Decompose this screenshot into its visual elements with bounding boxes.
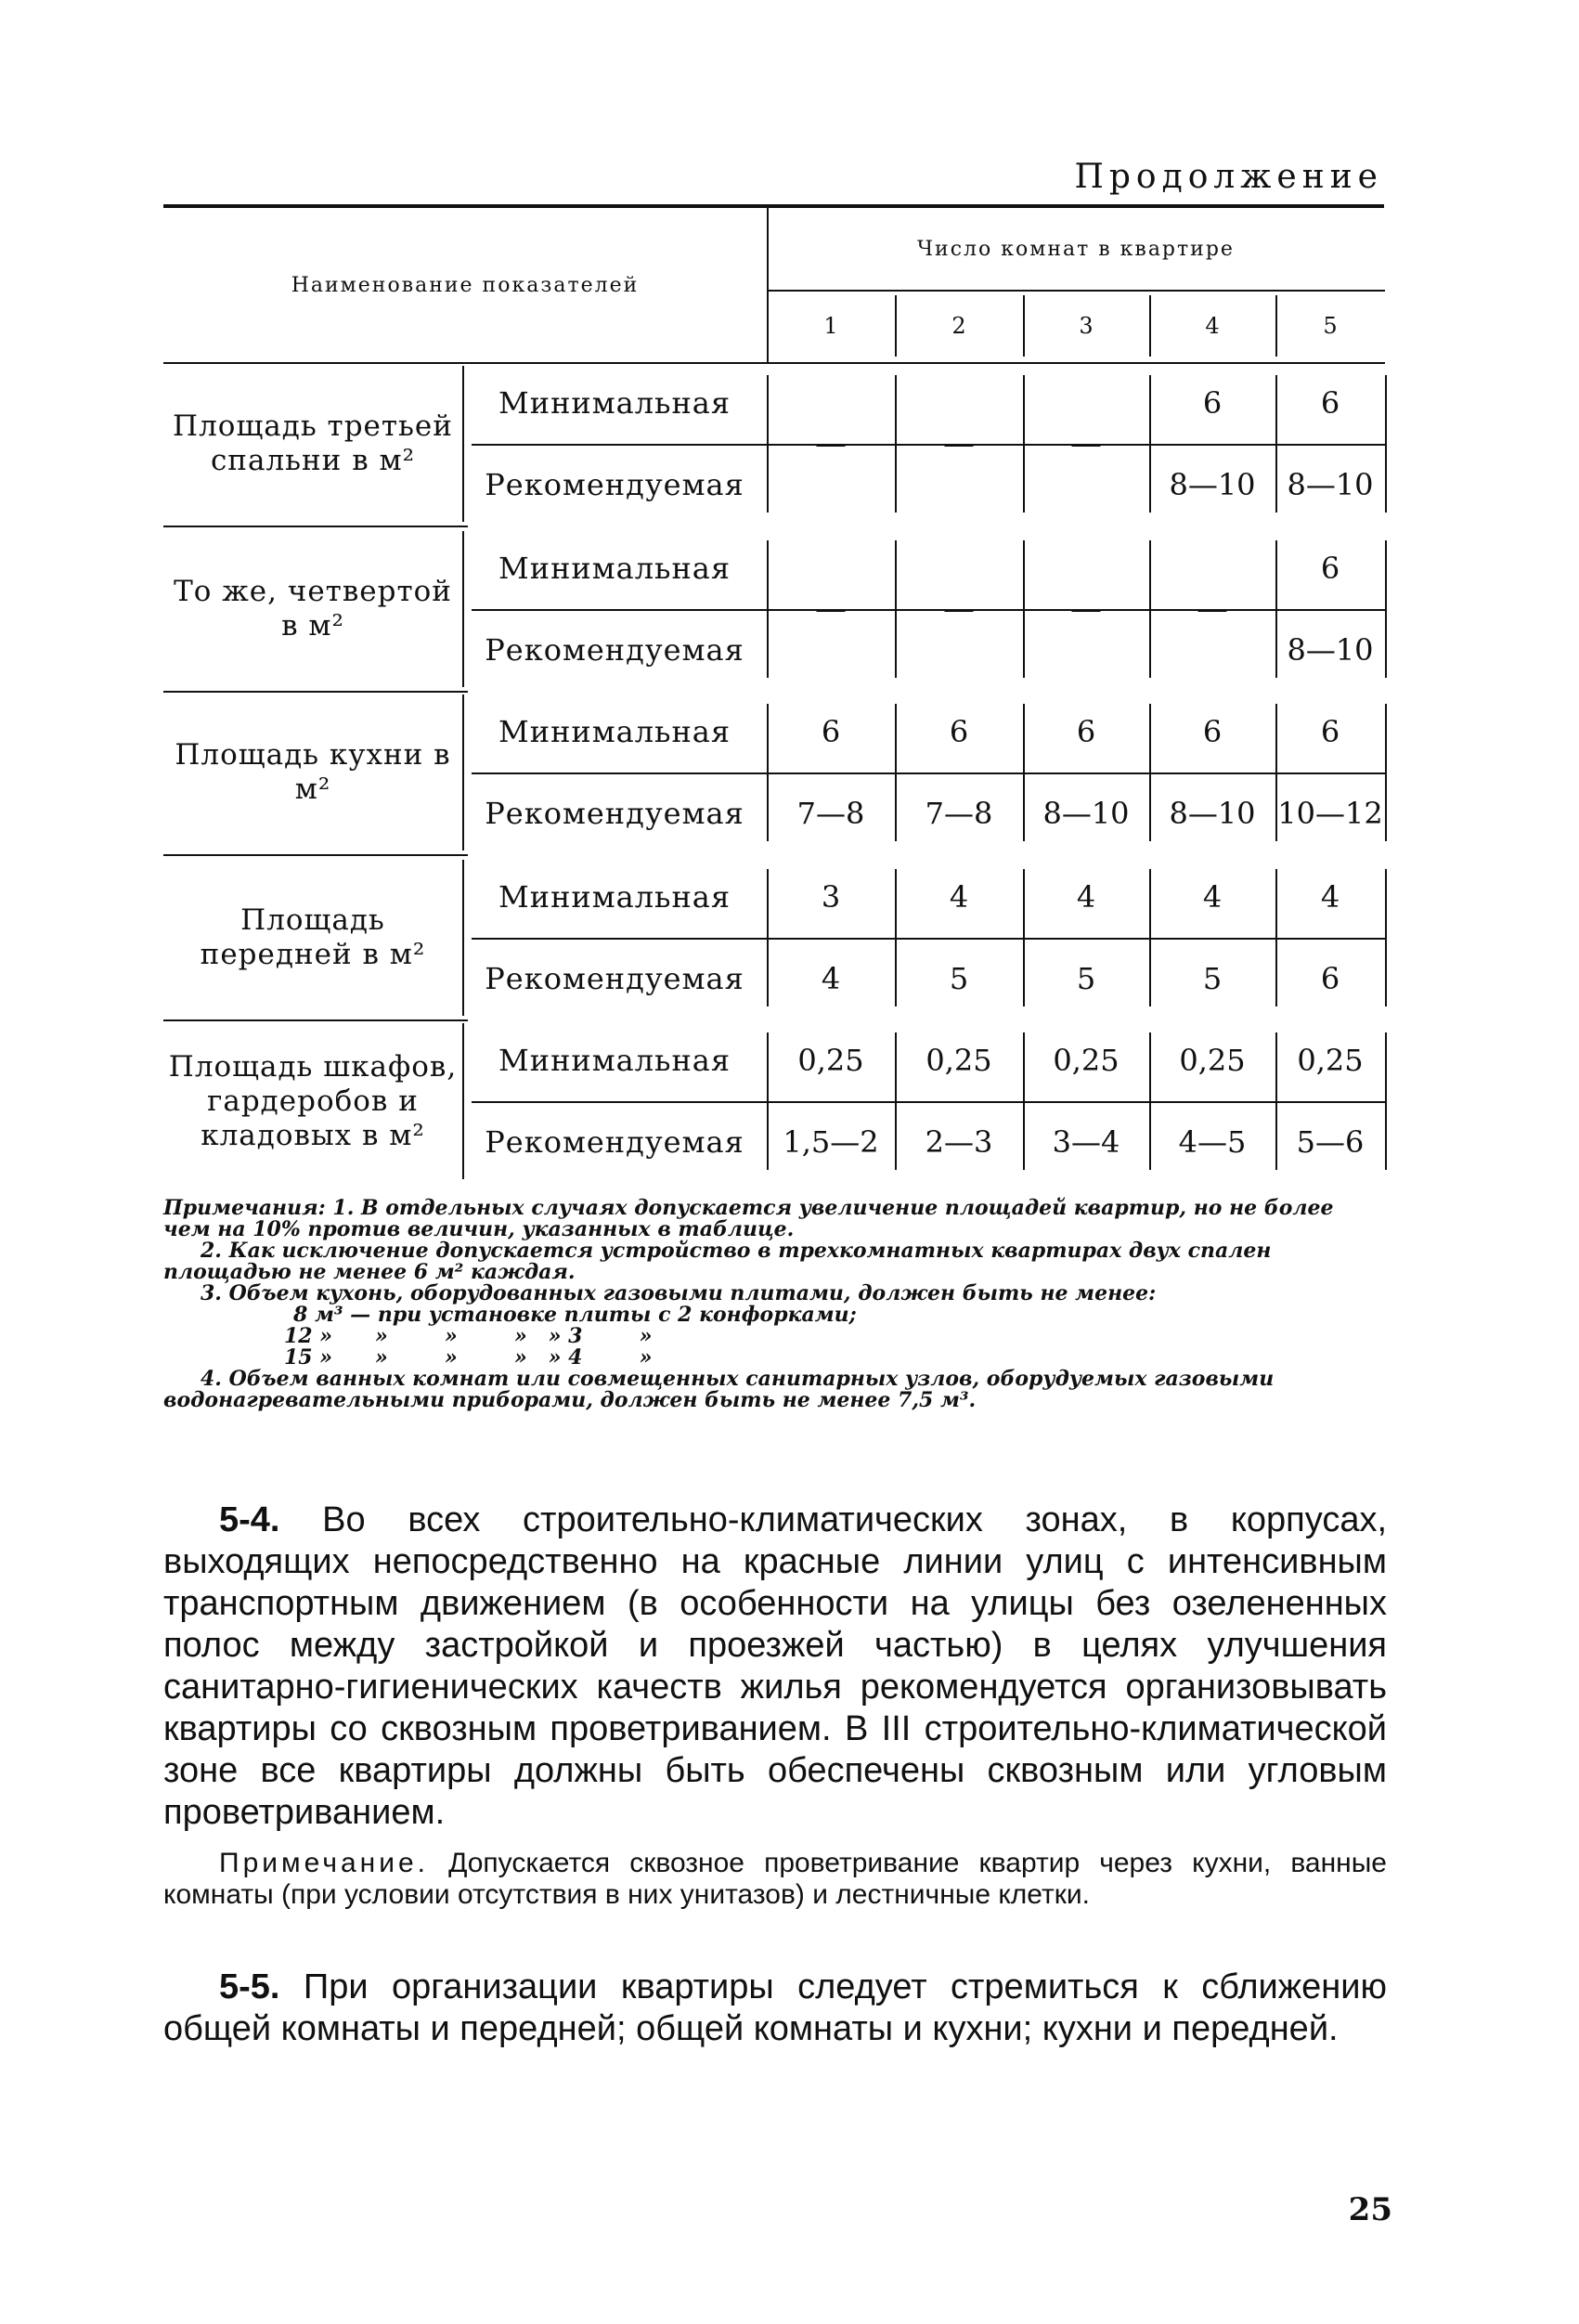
note-3-line-3: 15 » » » » » 4 »: [284, 1345, 653, 1370]
cell-rec-value: 4—5: [1178, 1124, 1247, 1160]
note-3: 3. Объем кухонь, оборудованных газовыми плитами, должен быть не менее:: [201, 1281, 1157, 1305]
row-group-rule: [163, 526, 468, 527]
cell-min-value: 0,25: [925, 1043, 992, 1078]
cell-dash: —: [815, 425, 847, 462]
cell-dash: —: [815, 591, 847, 628]
cell-rec-value: 8—10: [1169, 796, 1256, 831]
header-col-divider: [1275, 295, 1277, 357]
cell-rec-value: 4: [821, 961, 841, 996]
header-room-count-3: 3: [1079, 313, 1094, 339]
cell-min-value: 4: [1202, 879, 1223, 915]
header-room-count-5: 5: [1323, 313, 1338, 339]
cell-dash: —: [943, 425, 975, 462]
cell-dash: —: [1070, 591, 1102, 628]
header-col-divider: [1149, 295, 1151, 357]
cell-min-value: 0,25: [1179, 1043, 1246, 1078]
cell-rec-value: 6: [1320, 961, 1340, 996]
cell-min-value: 4: [949, 879, 969, 915]
row-label-divider: [462, 860, 464, 1016]
cell-min-value: 0,25: [797, 1043, 864, 1078]
cell-rec-value: 5: [949, 961, 969, 996]
min-label: Минимальная: [498, 714, 731, 749]
row-label-divider: [462, 366, 464, 522]
cell-dash: —: [943, 591, 975, 628]
min-label: Минимальная: [498, 385, 731, 421]
cell-min-value: 0,25: [1053, 1043, 1120, 1078]
cell-min-value: 6: [1076, 714, 1096, 749]
cell-min-value: 6: [1320, 551, 1340, 586]
rec-label: Рекомендуемая: [485, 632, 744, 668]
cell-min-value: 3: [821, 879, 841, 915]
table-notes: [163, 1198, 1387, 1411]
cell-rec-value: 2—3: [925, 1124, 993, 1160]
note-5-4-text: Допускается сквозное проветривание квартир через кухни, ванные комнаты (при условии отсутствия в них унитазов) и лестничные клетки.: [163, 1848, 1387, 1910]
section-5-5-text: При организации квартиры следует стремиться к сближению общей комнаты и передней; общей комнаты и кухни; кухни и передней.: [163, 1967, 1387, 2048]
cell-rec-value: 8—10: [1287, 632, 1374, 668]
cell-rec-value: 3—4: [1052, 1124, 1120, 1160]
note-5-4: [163, 1848, 1387, 1911]
row-group-rule: [163, 854, 468, 856]
cell-dash: —: [1197, 591, 1228, 628]
cell-rec-value: 7—8: [925, 796, 993, 831]
note-5-4-label: Примечание.: [219, 1848, 429, 1878]
min-label: Минимальная: [498, 879, 731, 915]
section-5-4: [163, 1500, 1387, 1834]
cell-min-value: 6: [821, 714, 841, 749]
col-divider: [1385, 1032, 1387, 1170]
header-col-divider: [1023, 295, 1025, 357]
continuation-label: Продолжение: [1074, 158, 1383, 196]
cell-min-value: 6: [1202, 714, 1223, 749]
cell-min-value: 6: [1320, 385, 1340, 421]
cell-dash: —: [1070, 425, 1102, 462]
note-3-line-1: 8 м³ — при установке плиты с 2 конфорками;: [293, 1303, 857, 1327]
row-label: Площадь кухни в м²: [175, 738, 451, 806]
header-room-count-group: Число комнат в квартире: [917, 237, 1235, 261]
row-label: Площадь шкафов, гардеробов и кладовых в м²: [168, 1049, 458, 1152]
col-divider: [1385, 375, 1387, 513]
row-group-rule: [163, 691, 468, 693]
section-5-5-number: 5-5.: [219, 1967, 280, 2006]
cell-rec-value: 5: [1202, 961, 1223, 996]
col-divider: [1385, 704, 1387, 841]
cell-min-value: 4: [1320, 879, 1340, 915]
cell-min-value: 6: [949, 714, 969, 749]
row-group-rule: [163, 1019, 468, 1021]
rec-label: Рекомендуемая: [485, 961, 744, 996]
rec-label: Рекомендуемая: [485, 467, 744, 502]
note-1: Примечания: 1. В отдельных случаях допускается увеличение площадей квартир, но не более чем на 10% против величин, указанных в таблице.: [163, 1196, 1334, 1241]
header-divider: [767, 208, 769, 362]
cell-rec-value: 8—10: [1169, 467, 1256, 502]
header-room-count-4: 4: [1205, 313, 1220, 339]
row-label-divider: [462, 1023, 464, 1179]
header-room-count-1: 1: [823, 313, 838, 339]
header-indicator-name: Наименование показателей: [291, 273, 640, 297]
cell-rec-value: 7—8: [796, 796, 865, 831]
section-5-5: [163, 1967, 1387, 2050]
cell-min-value: 6: [1202, 385, 1223, 421]
cell-min-value: 6: [1320, 714, 1340, 749]
note-2: 2. Как исключение допускается устройство в трехкомнатных квартирах двух спален площадью не менее 6 м² каждая.: [163, 1239, 1272, 1284]
header-mid-rule: [767, 290, 1385, 292]
rec-label: Рекомендуемая: [485, 1124, 744, 1160]
min-label: Минимальная: [498, 1043, 731, 1078]
cell-min-value: 0,25: [1297, 1043, 1364, 1078]
section-5-4-text: Во всех строительно-климатических зонах, в корпусах, выходящих непосредственно на красные линии улиц с интенсивным транспортным движением (в особенности на улицы без озелененных полос между застройкой и проезжей частью) в целях улучшения санитарно-гигиенических качеств жилья рекомендуется организовывать квартиры со сквозным проветриванием. В III строительно-климатической зоне все квартиры должны быть обеспечены сквозным или угловым проветриванием.: [163, 1500, 1388, 1832]
cell-rec-value: 5: [1076, 961, 1096, 996]
page-number: 25: [1348, 2191, 1392, 2228]
note-4: 4. Объем ванных комнат или совмещенных санитарных узлов, оборудуемых газовыми водонагревательными приборами, должен быть не менее 7,5 м³.: [163, 1367, 1275, 1412]
row-label: Площадь третьей спальни в м²: [173, 409, 453, 477]
header-col-divider: [895, 295, 897, 357]
min-label: Минимальная: [498, 551, 731, 586]
cell-rec-value: 10—12: [1277, 796, 1383, 831]
row-label: Площадь передней в м²: [200, 903, 426, 971]
row-label-divider: [462, 695, 464, 850]
section-5-4-number: 5-4.: [219, 1500, 280, 1539]
col-divider: [1385, 540, 1387, 678]
cell-rec-value: 1,5—2: [783, 1124, 879, 1160]
note-3-line-2: 12 » » » » » 3 »: [284, 1324, 653, 1348]
cell-rec-value: 8—10: [1287, 467, 1374, 502]
cell-min-value: 4: [1076, 879, 1096, 915]
header-room-count-2: 2: [951, 313, 966, 339]
cell-rec-value: 5—6: [1296, 1124, 1365, 1160]
row-label-divider: [462, 531, 464, 687]
col-divider: [1385, 869, 1387, 1006]
rec-label: Рекомендуемая: [485, 796, 744, 831]
cell-rec-value: 8—10: [1042, 796, 1130, 831]
row-label: То же, четвертой в м²: [174, 575, 452, 643]
